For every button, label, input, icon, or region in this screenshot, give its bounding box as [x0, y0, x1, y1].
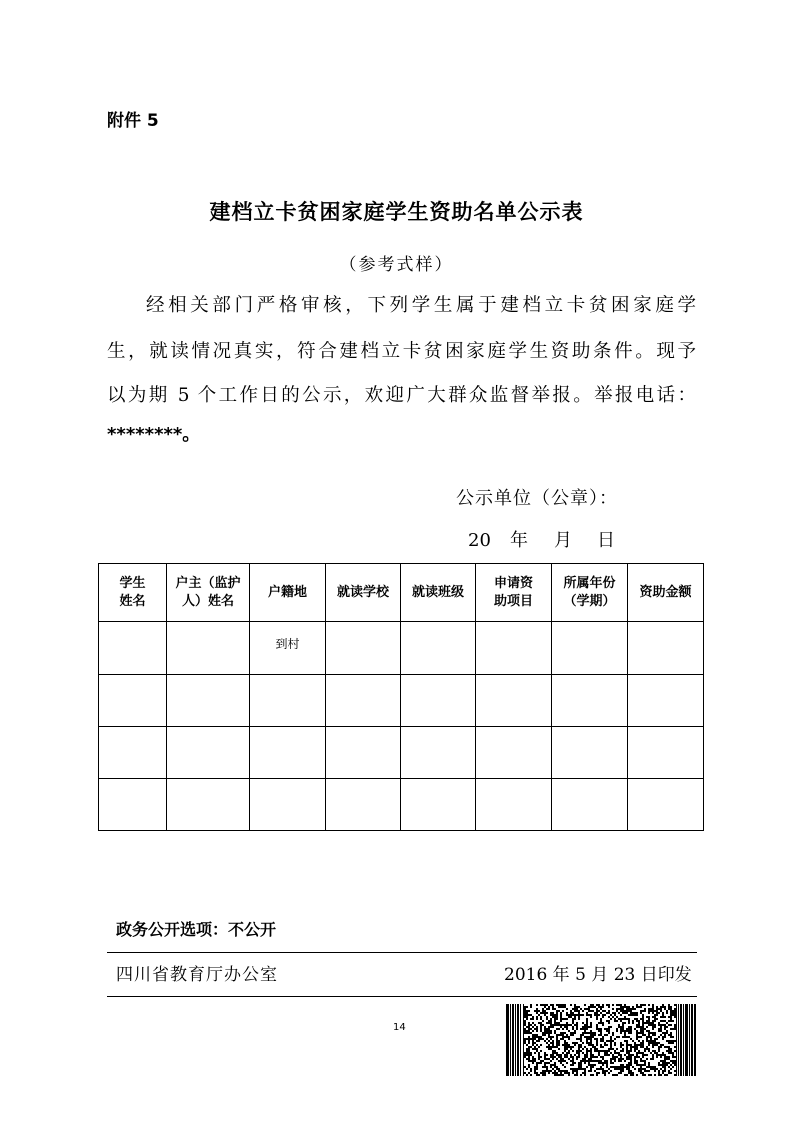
table-row [99, 675, 704, 727]
publisher-seal-label: 公示单位（公章）： [456, 488, 618, 509]
issue-date: 2016 年 5 月 23 日印发 [504, 965, 692, 985]
document-subtitle: （参考式样） [339, 255, 454, 275]
table-cell [250, 727, 326, 779]
table-cell [326, 727, 401, 779]
table-row [99, 727, 704, 779]
student-aid-table [98, 563, 704, 831]
table-cell [167, 779, 250, 831]
table-cell [628, 779, 704, 831]
header-aid-program: 申请资 助项目 [476, 564, 552, 622]
date-day-unit: 日 [597, 530, 615, 551]
header-student-name: 学生 姓名 [99, 564, 167, 622]
header-year-semester: 所属年份 （学期） [552, 564, 628, 622]
table-cell [476, 622, 552, 675]
table-cell [326, 779, 401, 831]
table-cell [250, 779, 326, 831]
table-cell [476, 779, 552, 831]
table-cell [167, 675, 250, 727]
header-household-registration: 户籍地 [250, 564, 326, 622]
table-cell [326, 675, 401, 727]
table-cell [250, 675, 326, 727]
hotline-number: ********。 [107, 424, 201, 445]
table-cell [167, 727, 250, 779]
header-school: 就读学校 [326, 564, 401, 622]
issuing-office: 四川省教育厅办公室 [116, 965, 278, 985]
table-cell [401, 779, 476, 831]
body-paragraph-line: 生，就读情况真实，符合建档立卡贫困家庭学生资助条件。现予 [107, 341, 696, 362]
table-cell [552, 622, 628, 675]
body-paragraph-line: 经相关部门严格审核，下列学生属于建档立卡贫困家庭学 [146, 295, 696, 316]
body-paragraph-line: 以为期 5 个工作日的公示，欢迎广大群众监督举报。举报电话： [107, 385, 696, 406]
table-cell [476, 675, 552, 727]
header-guardian-name: 户主（监护 人）姓名 [167, 564, 250, 622]
table-cell [99, 675, 167, 727]
date-year-unit: 年 [510, 530, 528, 551]
table-cell [401, 675, 476, 727]
table-cell [552, 675, 628, 727]
date-month-unit: 月 [554, 530, 572, 551]
barcode-icon [506, 1004, 696, 1076]
table-cell [628, 675, 704, 727]
table-cell: 到村 [250, 622, 326, 675]
date-year: 20 [468, 530, 491, 551]
divider [107, 996, 697, 997]
table-cell [99, 622, 167, 675]
table-cell [99, 727, 167, 779]
header-aid-amount: 资助金额 [628, 564, 704, 622]
table-cell [401, 727, 476, 779]
table-header-row [99, 564, 704, 622]
table-cell [401, 622, 476, 675]
page-number: 14 [393, 1022, 406, 1033]
publication-date [468, 526, 615, 552]
table-row [99, 779, 704, 831]
header-class: 就读班级 [401, 564, 476, 622]
table-cell [326, 622, 401, 675]
table-cell [476, 727, 552, 779]
disclosure-option: 政务公开选项：不公开 [116, 920, 277, 939]
table-cell [628, 727, 704, 779]
table-cell [167, 622, 250, 675]
divider [107, 952, 697, 953]
attachment-label: 附件 5 [107, 111, 159, 131]
table-row [99, 622, 704, 675]
table-cell [552, 727, 628, 779]
document-title: 建档立卡贫困家庭学生资助名单公示表 [209, 200, 584, 224]
table-cell [99, 779, 167, 831]
table-cell [628, 622, 704, 675]
table-cell [552, 779, 628, 831]
